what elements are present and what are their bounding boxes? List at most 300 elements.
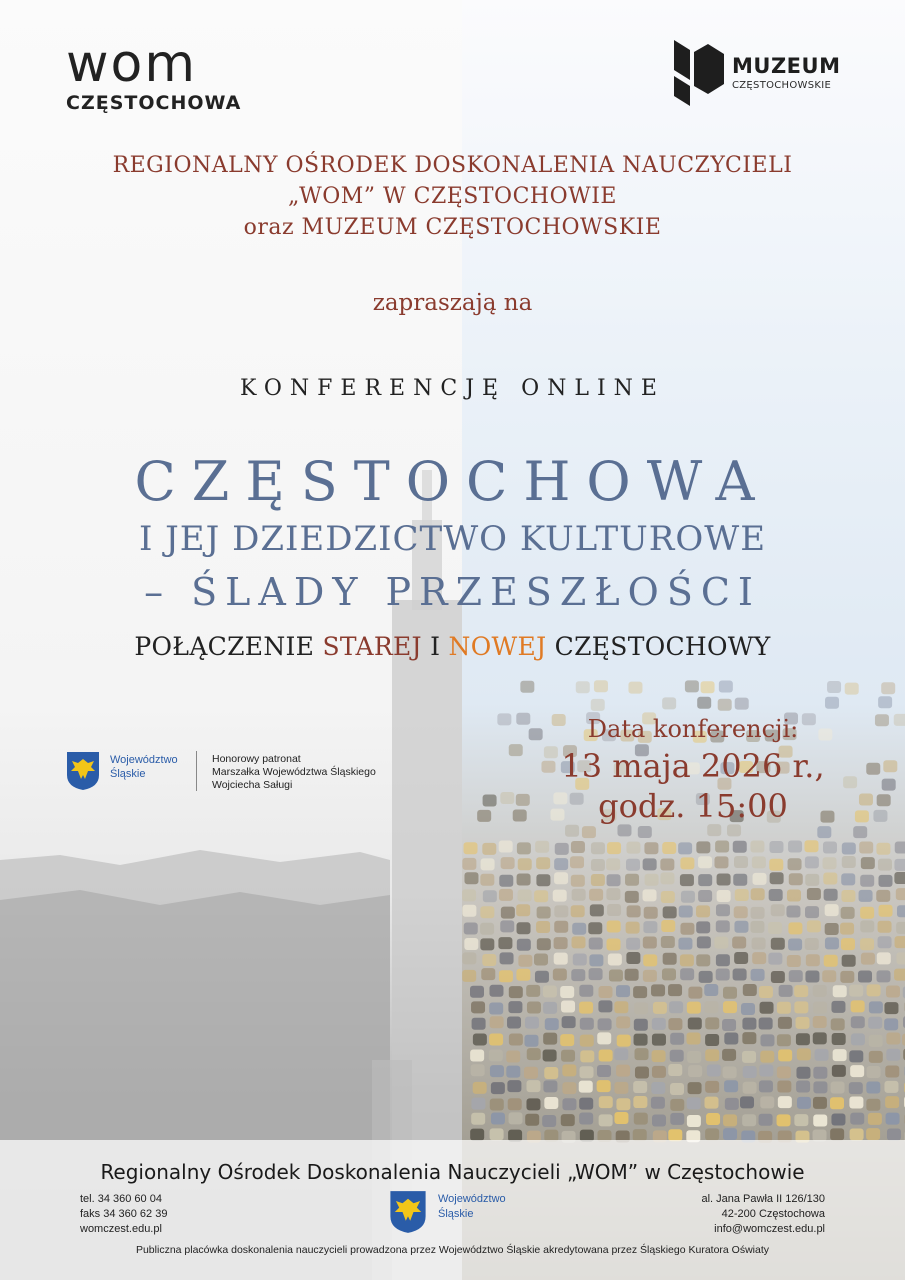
mosaic-cell: [607, 842, 621, 854]
organizer-line-3-rest: MUZEUM CZĘSTOCHOWSKIE: [301, 215, 662, 240]
footer-title: Regionalny Ośrodek Doskonalenia Nauczycieli „WOM” w Częstochowie: [100, 1160, 805, 1184]
mosaic-cell: [498, 937, 512, 949]
mosaic-cell: [805, 874, 819, 886]
mosaic-cell: [742, 1114, 756, 1126]
mosaic-cell: [627, 905, 641, 917]
mosaic-cell: [553, 890, 567, 902]
mosaic-cell: [560, 986, 574, 998]
mosaic-cell: [817, 826, 831, 838]
mosaic-cell: [869, 1051, 883, 1063]
mosaic-cell: [473, 1033, 487, 1045]
mosaic-cell: [824, 955, 838, 967]
mosaic-cell: [644, 842, 658, 854]
mosaic-cell: [481, 968, 495, 980]
mosaic-cell: [616, 1098, 630, 1110]
mosaic-cell: [554, 905, 568, 917]
mosaic-cell: [714, 856, 728, 868]
mosaic-cell: [614, 1082, 628, 1094]
mosaic-cell: [841, 873, 855, 885]
mosaic-cell: [719, 681, 733, 693]
mosaic-cell: [849, 1097, 863, 1109]
mosaic-cell: [732, 937, 746, 949]
organizer-line-2: „WOM” W CZĘSTOCHOWIE: [287, 184, 617, 209]
mosaic-cell: [686, 1033, 700, 1045]
mosaic-cell: [752, 856, 766, 868]
mosaic-cell: [599, 1049, 613, 1061]
wom-logo-word: wom: [66, 34, 197, 94]
mosaic-cell: [882, 779, 896, 791]
mosaic-cell: [723, 1114, 737, 1126]
date-value: 13 maja 2026 r.,: [561, 747, 825, 785]
mosaic-cell: [779, 985, 793, 997]
mosaic-cell: [859, 794, 873, 806]
mosaic-cell: [777, 1081, 791, 1093]
mosaic-cell: [866, 1099, 880, 1111]
mosaic-cell: [490, 1065, 504, 1077]
mosaic-cell: [815, 1049, 829, 1061]
mosaic-cell: [509, 744, 523, 756]
mosaic-cell: [717, 890, 731, 902]
mosaic-cell: [718, 699, 732, 711]
mosaic-cell: [669, 1001, 683, 1013]
mosaic-cell: [866, 763, 880, 775]
mosaic-cell: [886, 986, 900, 998]
mosaic-cell: [483, 795, 497, 807]
mosaic-cell: [877, 970, 891, 982]
footer-tel: tel. 34 360 60 04: [80, 1193, 162, 1205]
mosaic-cell: [769, 859, 783, 871]
mosaic-cell: [525, 1114, 539, 1126]
mosaic-cell: [553, 968, 567, 980]
mosaic-cell: [825, 923, 839, 935]
mosaic-cell: [661, 891, 675, 903]
mosaic-cell: [579, 1113, 593, 1125]
mosaic-cell: [536, 921, 550, 933]
mosaic-cell: [499, 970, 513, 982]
mosaic-cell: [742, 1032, 756, 1044]
mosaic-cell: [517, 842, 531, 854]
mosaic-cell: [886, 1113, 900, 1125]
mosaic-cell: [717, 874, 731, 886]
mosaic-cell: [716, 969, 730, 981]
mosaic-cell: [688, 987, 702, 999]
mosaic-cell: [830, 1128, 844, 1140]
mosaic-cell: [896, 888, 905, 900]
mosaic-cell: [797, 1097, 811, 1109]
woj-label-line-2: Śląskie: [110, 768, 146, 780]
mosaic-cell: [867, 1066, 881, 1078]
mosaic-cell: [480, 874, 494, 886]
mosaic-cell: [680, 857, 694, 869]
mosaic-cell: [517, 874, 531, 886]
mosaic-cell: [526, 1098, 540, 1110]
mosaic-cell: [480, 923, 494, 935]
title-line-1: CZĘSTOCHOWA: [134, 450, 771, 513]
mosaic-cell: [875, 714, 889, 726]
mosaic-cell: [526, 1080, 540, 1092]
footer-address-line-2: 42-200 Częstochowa: [721, 1208, 825, 1220]
mosaic-cell: [769, 841, 783, 853]
mosaic-cell: [896, 922, 905, 934]
mosaic-cell: [651, 984, 665, 996]
mosaic-cell: [607, 920, 621, 932]
mosaic-cell: [877, 952, 891, 964]
mosaic-cell: [807, 888, 821, 900]
mosaic-cell: [860, 907, 874, 919]
mosaic-cell: [534, 953, 548, 965]
mosaic-cell: [688, 1065, 702, 1077]
mosaic-cell: [813, 1081, 827, 1093]
mosaic-cell: [489, 985, 503, 997]
mosaic-cell: [760, 1051, 774, 1063]
mosaic-cell: [482, 954, 496, 966]
mosaic-cell: [580, 1066, 594, 1078]
mosaic-cell: [607, 938, 621, 950]
mosaic-cell: [616, 985, 630, 997]
mosaic-cell: [652, 1018, 666, 1030]
footer-address-line-1: al. Jana Pawła II 126/130: [701, 1193, 825, 1205]
mosaic-cell: [866, 1082, 880, 1094]
mosaic-cell: [565, 825, 579, 837]
date-time: godz. 15:00: [598, 787, 788, 825]
mosaic-cell: [771, 904, 785, 916]
organizer-line-3: [0, 212, 905, 243]
mosaic-cell: [734, 952, 748, 964]
mosaic-cell: [670, 1033, 684, 1045]
mosaic-cell: [509, 986, 523, 998]
mosaic-cell: [699, 971, 713, 983]
mosaic-cell: [534, 890, 548, 902]
mosaic-cell: [859, 890, 873, 902]
mosaic-cell: [580, 1018, 594, 1030]
mosaic-cell: [660, 872, 674, 884]
mosaic-cell: [626, 859, 640, 871]
mosaic-cell: [806, 954, 820, 966]
mosaic-cell: [687, 1051, 701, 1063]
mosaic-cell: [685, 680, 699, 692]
mosaic-cell: [723, 987, 737, 999]
footer-woj-label: [438, 1192, 506, 1222]
mosaic-cell: [813, 1067, 827, 1079]
mosaic-cell: [634, 1113, 648, 1125]
honorary-patronage: [66, 751, 396, 795]
mosaic-cell: [527, 1001, 541, 1013]
mosaic-cell: [572, 936, 586, 948]
mosaic-cell: [705, 1049, 719, 1061]
mosaic-cell: [860, 920, 874, 932]
mosaic-cell: [545, 1018, 559, 1030]
mosaic-cell: [472, 1018, 486, 1030]
mosaic-cell: [696, 954, 710, 966]
mosaic-cell: [506, 1050, 520, 1062]
mosaic-cell: [778, 1096, 792, 1108]
mosaic-cell: [651, 1097, 665, 1109]
mosaic-cell: [489, 1033, 503, 1045]
mosaic-cell: [633, 1081, 647, 1093]
mosaic-cell: [579, 985, 593, 997]
mosaic-cell: [751, 888, 765, 900]
mosaic-cell: [823, 842, 837, 854]
mosaic-cell: [868, 1017, 882, 1029]
mosaic-cell: [509, 1034, 523, 1046]
mosaic-cell: [560, 1034, 574, 1046]
mosaic-cell: [670, 1099, 684, 1111]
mosaic-cell: [626, 952, 640, 964]
mosaic-cell: [571, 875, 585, 887]
mosaic-cell: [668, 984, 682, 996]
mosaic-cell: [499, 841, 513, 853]
mosaic-cell: [841, 890, 855, 902]
footer-note: Publiczna placówka doskonalenia nauczycieli prowadzona przez Województwo Śląskie akredytowana przez Śląskiego Kuratora Oświaty: [135, 1244, 770, 1256]
mosaic-cell: [704, 1097, 718, 1109]
mosaic-cell: [652, 1115, 666, 1127]
mosaic-cell: [759, 1080, 773, 1092]
mosaic-cell: [850, 1113, 864, 1125]
mosaic-cell: [751, 907, 765, 919]
mosaic-cell: [518, 858, 532, 870]
mosaic-cell: [716, 920, 730, 932]
mosaic-cell: [509, 1112, 523, 1124]
mosaic-cell: [535, 841, 549, 853]
mosaic-cell: [831, 1018, 845, 1030]
mosaic-cell: [876, 890, 890, 902]
mosaic-cell: [734, 856, 748, 868]
subtitle-part-1: POŁĄCZENIE: [134, 632, 315, 661]
mosaic-cell: [789, 873, 803, 885]
mosaic-cell: [599, 1114, 613, 1126]
mosaic-cell: [753, 873, 767, 885]
mosaic-cell: [860, 875, 874, 887]
mosaic-cell: [696, 841, 710, 853]
footer-email: info@womczest.edu.pl: [714, 1223, 825, 1235]
mosaic-cell: [625, 969, 639, 981]
mosaic-cell: [489, 1002, 503, 1014]
mosaic-cell: [894, 859, 905, 871]
mosaic-cell: [771, 938, 785, 950]
mosaic-cell: [778, 1049, 792, 1061]
mosaic-cell: [626, 842, 640, 854]
mosaic-cell: [597, 1032, 611, 1044]
mosaic-cell: [752, 952, 766, 964]
mosaic-cell: [462, 970, 476, 982]
mosaic-cell: [879, 905, 893, 917]
mosaic-cell: [542, 1115, 556, 1127]
mosaic-cell: [663, 906, 677, 918]
mosaic-cell: [878, 696, 892, 708]
mosaic-cell: [715, 840, 729, 852]
mosaic-cell: [886, 1032, 900, 1044]
mosaic-cell: [661, 920, 675, 932]
mosaic-cell: [537, 938, 551, 950]
mosaic-cell: [643, 937, 657, 949]
mosaic-cell: [543, 1002, 557, 1014]
mosaic-cell: [723, 1128, 737, 1140]
mosaic-cell: [759, 1065, 773, 1077]
mosaic-cell: [571, 841, 585, 853]
mosaic-cell: [680, 954, 694, 966]
mosaic-cell: [543, 985, 557, 997]
mosaic-cell: [635, 1048, 649, 1060]
mosaic-cell: [777, 1034, 791, 1046]
mosaic-cell: [606, 858, 620, 870]
mosaic-cell: [480, 906, 494, 918]
mosaic-cell: [886, 1049, 900, 1061]
mosaic-cell: [645, 874, 659, 886]
mosaic-cell: [724, 1080, 738, 1092]
mosaic-cell: [633, 986, 647, 998]
mosaic-cell: [679, 906, 693, 918]
mosaic-cell: [617, 824, 631, 836]
mosaic-cell: [813, 1002, 827, 1014]
mosaic-cell: [849, 1082, 863, 1094]
mosaic-cell: [688, 1082, 702, 1094]
mosaic-cell: [599, 1096, 613, 1108]
mosaic-cell: [598, 1000, 612, 1012]
mosaic-cell: [805, 856, 819, 868]
patron-text: [212, 753, 412, 792]
mosaic-cell: [841, 938, 855, 950]
mosaic-cell: [789, 970, 803, 982]
mosaic-cell: [507, 1016, 521, 1028]
mosaic-cell: [643, 858, 657, 870]
mosaic-cell: [470, 1129, 484, 1141]
mosaic-cell: [628, 682, 642, 694]
mosaic-cell: [698, 856, 712, 868]
mosaic-cell: [516, 969, 530, 981]
mosaic-cell: [555, 843, 569, 855]
mosaic-cell: [868, 1113, 882, 1125]
mosaic-cell: [722, 1019, 736, 1031]
mosaic-cell: [697, 697, 711, 709]
mosaic-cell: [471, 1113, 485, 1125]
mosaic-cell: [884, 1002, 898, 1014]
mosaic-cell: [705, 1128, 719, 1140]
mosaic-cell: [760, 1034, 774, 1046]
mosaic-cell: [823, 857, 837, 869]
footer-address: [701, 1192, 825, 1237]
footer-website: womczest.edu.pl: [80, 1223, 162, 1235]
mosaic-cell: [518, 955, 532, 967]
mosaic-cell: [525, 1017, 539, 1029]
mosaic-cell: [897, 905, 905, 917]
mosaic-cell: [876, 843, 890, 855]
mosaic-cell: [643, 970, 657, 982]
mosaic-cell: [543, 1049, 557, 1061]
mosaic-cell: [625, 874, 639, 886]
mosaic-cell: [462, 858, 476, 870]
mosaic-cell: [827, 681, 841, 693]
mosaic-cell: [733, 968, 747, 980]
mosaic-cell: [885, 1096, 899, 1108]
organizer-line-1: REGIONALNY OŚRODEK DOSKONALENIA NAUCZYCIELI: [112, 153, 793, 178]
mosaic-cell: [638, 826, 652, 838]
mosaic-cell: [851, 1000, 865, 1012]
wom-logo-city: CZĘSTOCHOWA: [66, 92, 242, 114]
mosaic-cell: [499, 875, 513, 887]
patron-line-3: Wojciecha Saługi: [212, 779, 293, 791]
mosaic-cell: [544, 1097, 558, 1109]
mosaic-cell: [759, 1017, 773, 1029]
mosaic-cell: [832, 1065, 846, 1077]
mosaic-cell: [473, 1082, 487, 1094]
mosaic-cell: [663, 953, 677, 965]
organizers-block: [0, 150, 905, 243]
mosaic-cell: [470, 986, 484, 998]
mosaic-cell: [606, 888, 620, 900]
mosaic-cell: [561, 1050, 575, 1062]
mosaic-cell: [716, 954, 730, 966]
mosaic-cell: [571, 905, 585, 917]
mosaic-cell: [490, 1016, 504, 1028]
mosaic-cell: [867, 984, 881, 996]
mosaic-cell: [543, 1080, 557, 1092]
conference-date: [528, 712, 858, 826]
mosaic-cell: [661, 936, 675, 948]
mosaic-cell: [562, 1016, 576, 1028]
mosaic-cell: [589, 954, 603, 966]
mosaic-cell: [643, 954, 657, 966]
mosaic-cell: [590, 904, 604, 916]
mosaic-cell: [643, 921, 657, 933]
mosaic-cell: [750, 841, 764, 853]
mosaic-cell: [634, 1002, 648, 1014]
mosaic-cell: [727, 824, 741, 836]
mosaic-cell: [589, 889, 603, 901]
mosaic-cell: [704, 984, 718, 996]
mosaic-cell: [625, 891, 639, 903]
mosaic-cell: [662, 697, 676, 709]
mosaic-cell: [777, 1066, 791, 1078]
mosaic-cell: [516, 904, 530, 916]
mosaic-cell: [668, 1064, 682, 1076]
mosaic-cell: [706, 1113, 720, 1125]
muzeum-logo-title: MUZEUM: [732, 54, 841, 78]
mosaic-cell: [670, 1050, 684, 1062]
footer-woj-line-2: Śląskie: [438, 1208, 474, 1220]
mosaic-cell: [830, 1097, 844, 1109]
mosaic-cell: [462, 905, 476, 917]
mosaic-cell: [662, 968, 676, 980]
mosaic-cell: [823, 873, 837, 885]
mosaic-cell: [608, 953, 622, 965]
mosaic-cell: [894, 969, 905, 981]
mosaic-cell: [861, 857, 875, 869]
mosaic-cell: [652, 1050, 666, 1062]
mosaic-cell: [794, 1001, 808, 1013]
mosaic-cell: [813, 1032, 827, 1044]
mosaic-cell: [572, 923, 586, 935]
mosaic-cell: [878, 859, 892, 871]
mosaic-cell: [807, 920, 821, 932]
mosaic-cell: [562, 1082, 576, 1094]
mosaic-cell: [723, 1066, 737, 1078]
mosaic-cell: [858, 971, 872, 983]
mosaic-cell: [660, 859, 674, 871]
mosaic-cell: [537, 906, 551, 918]
mosaic-cell: [734, 921, 748, 933]
mosaic-cell: [845, 683, 859, 695]
mosaic-cell: [480, 938, 494, 950]
mosaic-cell: [760, 1096, 774, 1108]
mosaic-cell: [760, 1002, 774, 1014]
title-line-3: – ŚLADY PRZESZŁOŚCI: [144, 570, 761, 614]
mosaic-cell: [759, 1114, 773, 1126]
footer: [0, 1140, 905, 1280]
mosaic-cell: [588, 922, 602, 934]
mosaic-cell: [508, 1001, 522, 1013]
mosaic-cell: [842, 843, 856, 855]
mosaic-cell: [500, 920, 514, 932]
